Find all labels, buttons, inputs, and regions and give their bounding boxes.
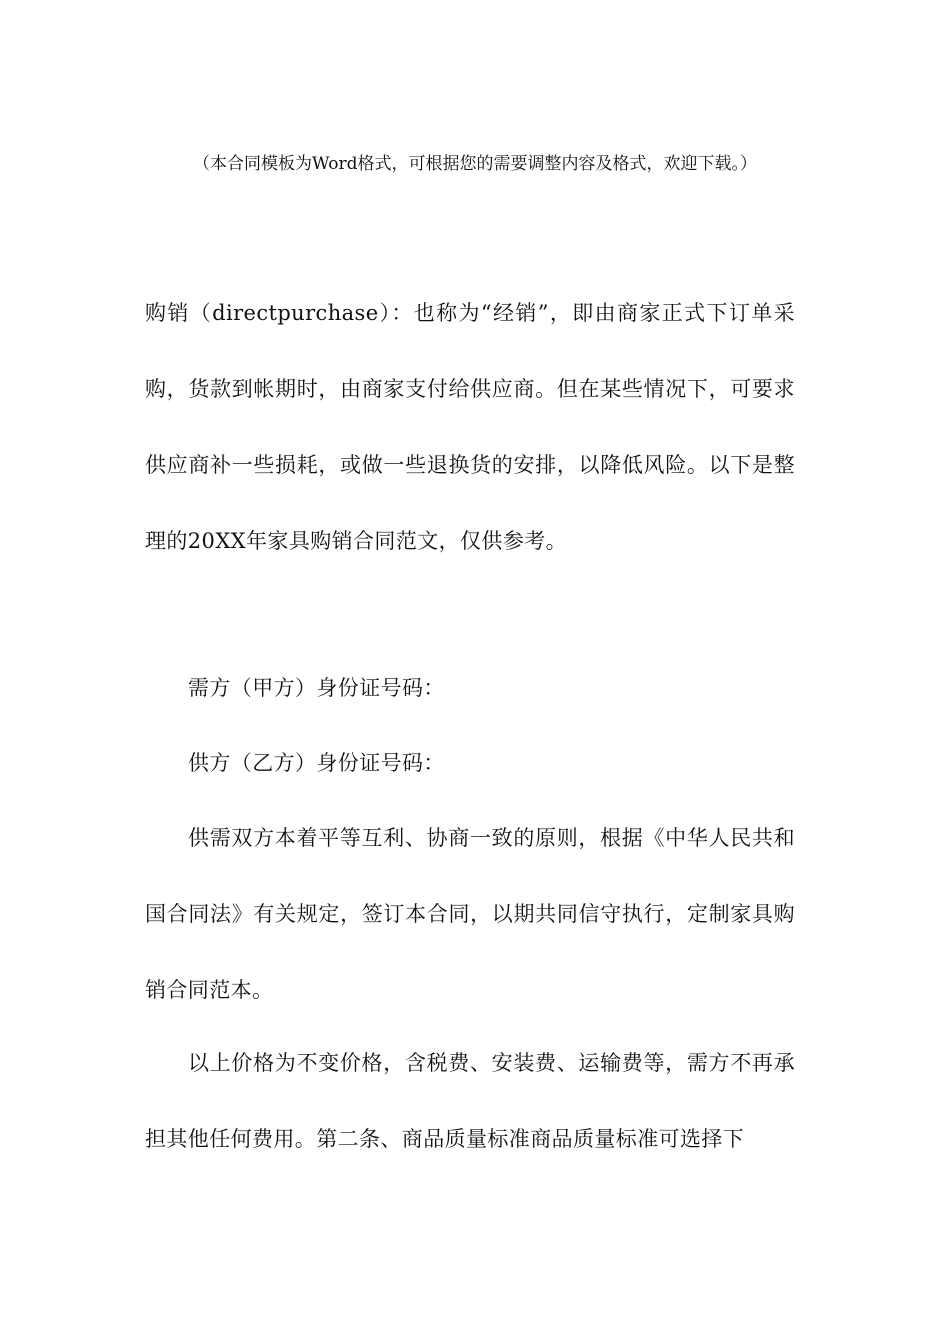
- intro-paragraph: 购销（directpurchase）：也称为“经销”，即由商家正式下订单采购，货款到帐期时，由商家支付给供应商。但在某些情况下，可要求供应商补一些损耗，或做一些退换货的安排，以降低风险。以下是整理的20XX年家具购销合同范文，仅供参考。: [145, 301, 795, 553]
- party-a-line: 需方（甲方）身份证号码：: [188, 676, 445, 700]
- template-note: （本合同模板为Word格式，可根据您的需要调整内容及格式，欢迎下载。）: [192, 154, 758, 174]
- preamble-paragraph: 供需双方本着平等互利、协商一致的原则，根据《中华人民共和国合同法》有关规定，签订本合同，以期共同信守执行，定制家具购销合同范本。: [145, 826, 795, 1002]
- price-clause-paragraph: 以上价格为不变价格，含税费、安装费、运输费等，需方不再承担其他任何费用。第二条、商品质量标准商品质量标准可选择下: [145, 1051, 795, 1151]
- party-b-line: 供方（乙方）身份证号码：: [188, 751, 445, 775]
